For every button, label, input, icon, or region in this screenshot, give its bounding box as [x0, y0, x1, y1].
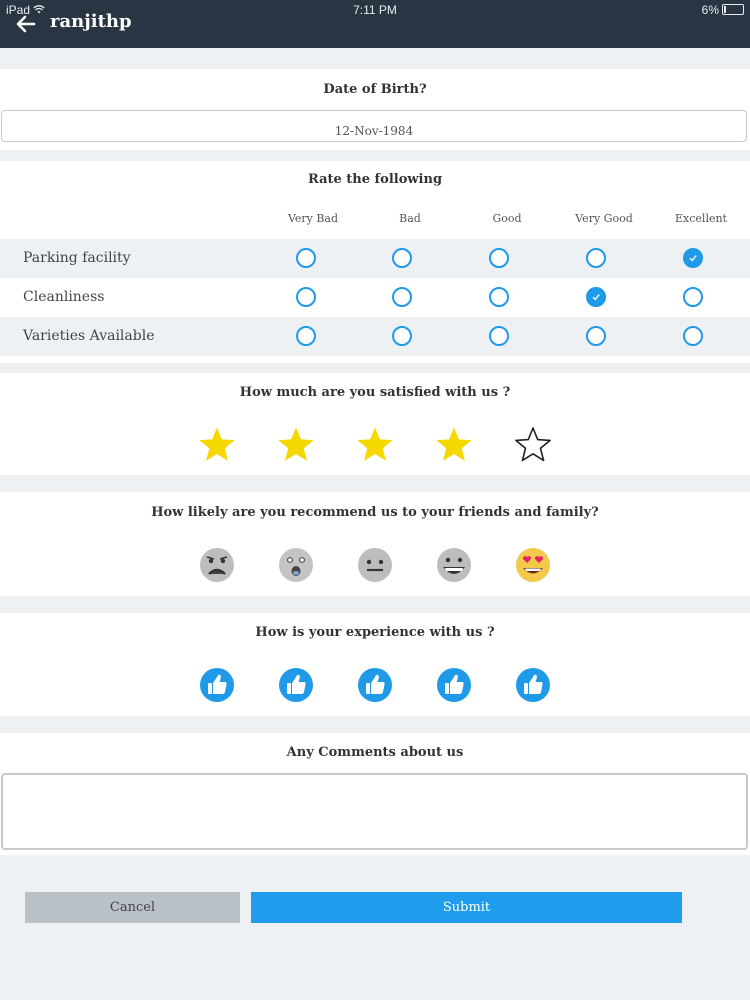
thumbs-up-icon — [513, 665, 553, 705]
star-icon — [355, 425, 395, 465]
radio-very-good[interactable] — [586, 248, 606, 268]
thumbs-up-icon — [355, 665, 395, 705]
back-button[interactable] — [14, 12, 38, 36]
emoji-option[interactable] — [197, 545, 237, 585]
rating-title: Rate the following — [307, 172, 443, 187]
dob-question: Date of Birth? — [323, 82, 427, 97]
radio-excellent[interactable] — [683, 287, 703, 307]
rating-row — [0, 239, 750, 278]
radio-very-bad[interactable] — [296, 326, 316, 346]
emoji-option[interactable] — [513, 545, 553, 585]
dob-field[interactable]: 12-Nov-1984 — [1, 110, 747, 142]
grin-face-icon — [434, 545, 474, 585]
thumbs-up-icon — [197, 665, 237, 705]
star-icon — [197, 425, 237, 465]
submit-button[interactable]: Submit — [251, 892, 682, 923]
col-very-bad: Very Bad — [287, 212, 339, 225]
comments-textarea[interactable] — [1, 773, 748, 850]
radio-excellent[interactable] — [683, 326, 703, 346]
star-icon — [276, 425, 316, 465]
thumbs-up-icon — [434, 665, 474, 705]
arrow-left-icon — [14, 12, 38, 36]
radio-very-bad[interactable] — [296, 248, 316, 268]
col-excellent: Excellent — [675, 212, 727, 225]
radio-very-good[interactable] — [586, 326, 606, 346]
rating-row — [0, 278, 750, 317]
page-title: ranjithp — [50, 11, 132, 32]
radio-bad[interactable] — [392, 326, 412, 346]
star-filled[interactable] — [355, 425, 395, 465]
top-bar — [0, 0, 750, 48]
star-filled[interactable] — [197, 425, 237, 465]
heart-eyes-face-icon — [513, 545, 553, 585]
radio-good[interactable] — [489, 248, 509, 268]
radio-good[interactable] — [489, 287, 509, 307]
recommend-question: How likely are you recommend us to your friends and family? — [151, 505, 599, 520]
status-battery: 6% — [702, 3, 744, 17]
radio-excellent[interactable] — [683, 248, 703, 268]
sad-face-icon — [197, 545, 237, 585]
thumb-option[interactable] — [434, 665, 474, 705]
neutral-face-icon — [355, 545, 395, 585]
check-icon — [591, 292, 601, 302]
rating-row-label: Varieties Available — [23, 328, 155, 344]
thumb-option[interactable] — [355, 665, 395, 705]
comments-question: Any Comments about us — [286, 745, 464, 760]
thumb-option[interactable] — [197, 665, 237, 705]
emoji-option[interactable] — [355, 545, 395, 585]
thumb-option[interactable] — [276, 665, 316, 705]
star-icon — [513, 425, 553, 465]
col-good: Good — [492, 212, 522, 225]
satisfaction-question: How much are you satisfied with us ? — [239, 385, 511, 400]
radio-very-good[interactable] — [586, 287, 606, 307]
experience-question: How is your experience with us ? — [255, 625, 495, 640]
star-filled[interactable] — [434, 425, 474, 465]
thumb-option[interactable] — [513, 665, 553, 705]
emoji-option[interactable] — [276, 545, 316, 585]
col-bad: Bad — [399, 212, 421, 225]
rating-row — [0, 317, 750, 356]
star-filled[interactable] — [276, 425, 316, 465]
status-carrier: iPad — [6, 3, 45, 17]
radio-very-bad[interactable] — [296, 287, 316, 307]
star-icon — [434, 425, 474, 465]
radio-good[interactable] — [489, 326, 509, 346]
battery-icon — [722, 4, 744, 15]
check-icon — [688, 253, 698, 263]
radio-bad[interactable] — [392, 287, 412, 307]
cancel-button[interactable]: Cancel — [25, 892, 240, 923]
radio-bad[interactable] — [392, 248, 412, 268]
emoji-option[interactable] — [434, 545, 474, 585]
rating-row-label: Parking facility — [23, 250, 131, 266]
star-empty[interactable] — [513, 425, 553, 465]
col-very-good: Very Good — [575, 212, 633, 225]
rating-row-label: Cleanliness — [23, 289, 105, 305]
thumbs-up-icon — [276, 665, 316, 705]
status-time: 7:11 PM — [353, 3, 397, 17]
surprised-face-icon — [276, 545, 316, 585]
